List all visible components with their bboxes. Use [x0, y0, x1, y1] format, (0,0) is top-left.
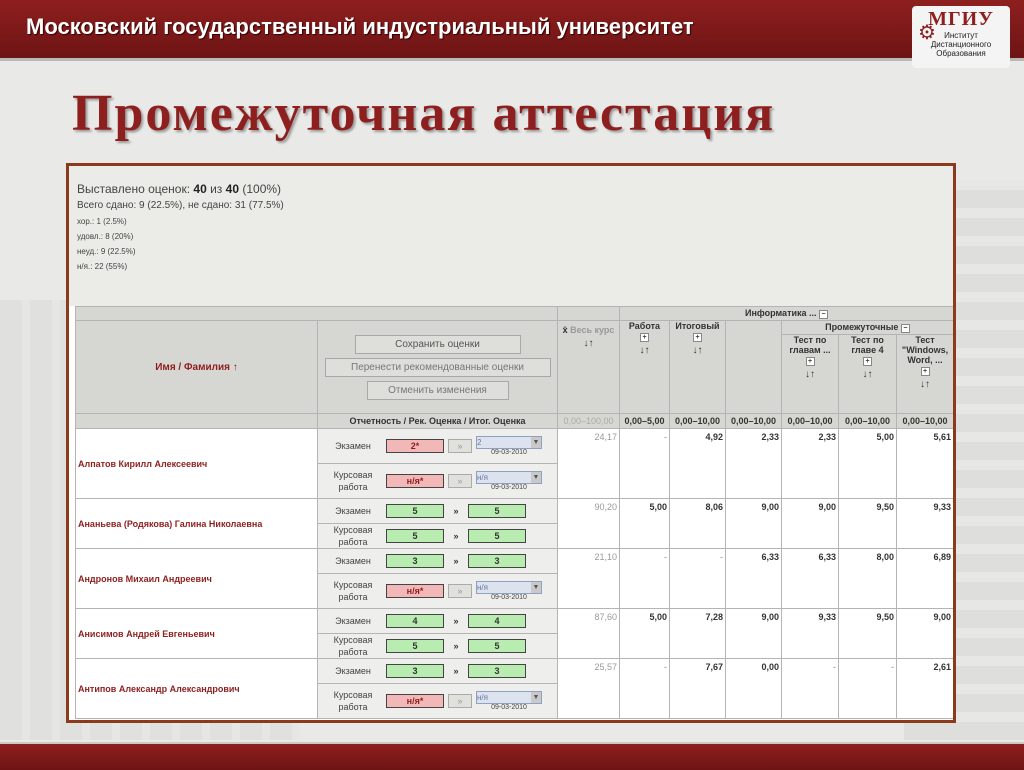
course-label: Курсовая работа — [333, 525, 373, 547]
exam-label: Экзамен — [335, 616, 371, 626]
score-work: - — [620, 429, 670, 499]
score-c4: 9,00 — [726, 609, 782, 659]
score-final_score: 4,92 — [670, 429, 726, 499]
chevron-down-icon[interactable]: ▼ — [532, 474, 540, 481]
mgiu-logo — [912, 6, 1010, 68]
table-row — [76, 659, 954, 684]
course-label: Курсовая работа — [333, 580, 373, 602]
range-final: 0,00–10,00 — [670, 414, 726, 429]
gradebook-panel — [66, 163, 956, 723]
intermediate-group-header[interactable]: Промежуточные − — [782, 321, 954, 335]
score-work: 5,00 — [620, 609, 670, 659]
test3-column-header[interactable]: Тест "Windows, Word, ... + ↓↑ — [897, 335, 954, 414]
course-recommended-grade: н/я* — [386, 694, 444, 708]
subject-header[interactable]: Информатика ... − — [620, 307, 954, 321]
range-work: 0,00–5,00 — [620, 414, 670, 429]
score-final_score: - — [670, 549, 726, 609]
student-name: Анисимов Андрей Евгеньевич — [76, 609, 318, 659]
score-avg: 87,60 — [558, 609, 620, 659]
work-column-header[interactable]: Работа + ↓↑ — [620, 321, 670, 414]
sort-icon[interactable]: ↓↑ — [805, 369, 815, 380]
exam-cell — [318, 499, 558, 524]
sort-up-icon[interactable]: ↑ — [232, 361, 238, 373]
cancel-changes-button[interactable]: Отменить изменения — [367, 381, 509, 400]
transfer-grade-button[interactable]: » — [448, 474, 472, 488]
score-work: - — [620, 659, 670, 719]
table-row — [76, 499, 954, 524]
logo-line-2: Дистанционного — [930, 40, 992, 49]
exam-final-grade[interactable]: 5 — [468, 504, 526, 518]
gear-icon: ⚙ — [918, 22, 936, 44]
student-name: Ананьева (Родякова) Галина Николаевна — [76, 499, 318, 549]
reporting-subheader: Отчетность / Рек. Оценка / Итог. Оценка — [318, 414, 558, 429]
course-cell — [318, 464, 558, 499]
expand-icon[interactable]: + — [863, 357, 872, 366]
exam-recommended-grade: 2* — [386, 439, 444, 453]
transfer-recommended-button[interactable]: Перенести рекомендованные оценки — [325, 358, 551, 377]
score-t1: 2,33 — [782, 429, 839, 499]
expand-icon[interactable]: + — [806, 357, 815, 366]
score-t2: 5,00 — [839, 429, 897, 499]
exam-recommended-grade: 3 — [386, 664, 444, 678]
score-t2: 9,50 — [839, 499, 897, 549]
expand-icon[interactable]: + — [640, 333, 649, 342]
stat-absent: н/я.: 22 (55%) — [77, 262, 128, 271]
exam-recommended-grade: 4 — [386, 614, 444, 628]
logo-mark: МГИУ — [928, 8, 994, 30]
score-final_score: 7,67 — [670, 659, 726, 719]
save-grades-button[interactable]: Сохранить оценки — [355, 335, 521, 354]
score-t1: 9,00 — [782, 499, 839, 549]
course-grade-select[interactable]: н/я ▼ 09-03-2010 — [476, 691, 542, 711]
course-grade-select[interactable]: н/я ▼ 09-03-2010 — [476, 471, 542, 491]
exam-final-grade[interactable]: 4 — [468, 614, 526, 628]
transfer-grade-button[interactable]: » — [448, 694, 472, 708]
transfer-grade-button[interactable]: » — [448, 439, 472, 453]
table-row — [76, 609, 954, 634]
pass-summary: Всего сдано: 9 (22.5%), не сдано: 31 (77.5%) — [77, 200, 284, 211]
score-t3: 9,00 — [897, 609, 954, 659]
exam-final-grade[interactable]: 3 — [468, 664, 526, 678]
bottom-banner — [0, 742, 1024, 770]
course-cell — [318, 684, 558, 719]
expand-icon[interactable]: + — [921, 367, 930, 376]
name-column-header[interactable]: Имя / Фамилия ↑ — [76, 321, 318, 414]
score-t3: 2,61 — [897, 659, 954, 719]
course-cell — [318, 634, 558, 659]
exam-label: Экзамен — [335, 666, 371, 676]
course-average-header[interactable]: x̄ Весь курс ↓↑ — [558, 321, 620, 414]
range-test2: 0,00–10,00 — [839, 414, 897, 429]
arrow-icon: » — [453, 666, 459, 676]
sort-icon[interactable]: ↓↑ — [692, 345, 703, 356]
score-c4: 0,00 — [726, 659, 782, 719]
score-c4: 2,33 — [726, 429, 782, 499]
final-column-header[interactable]: Итоговый + ↓↑ — [670, 321, 726, 414]
expand-icon[interactable]: + — [693, 333, 702, 342]
exam-cell — [318, 659, 558, 684]
score-c4: 6,33 — [726, 549, 782, 609]
sort-icon[interactable]: ↓↑ — [862, 369, 873, 380]
arrow-icon: » — [453, 616, 459, 626]
university-name: Московский государственный индустриальный университет — [26, 14, 694, 39]
score-t2: 8,00 — [839, 549, 897, 609]
exam-label: Экзамен — [335, 556, 371, 566]
chevron-down-icon[interactable]: ▼ — [532, 584, 540, 591]
grade-statistics — [69, 166, 953, 306]
arrow-icon: » — [453, 556, 459, 566]
score-t3: 5,61 — [897, 429, 954, 499]
score-t2: - — [839, 659, 897, 719]
score-final_score: 7,28 — [670, 609, 726, 659]
action-buttons — [318, 321, 558, 414]
score-avg: 21,10 — [558, 549, 620, 609]
score-final_score: 8,06 — [670, 499, 726, 549]
grades-table — [75, 306, 954, 719]
exam-cell — [318, 549, 558, 574]
test1-column-header[interactable]: Тест по главам ... + ↓↑ — [782, 335, 839, 414]
exam-final-grade[interactable]: 3 — [468, 554, 526, 568]
course-recommended-grade: 5 — [386, 529, 444, 543]
page-title: Промежуточная аттестация — [72, 85, 776, 142]
course-recommended-grade: н/я* — [386, 474, 444, 488]
top-banner — [0, 0, 1024, 61]
sort-icon[interactable]: ↓↑ — [639, 345, 650, 356]
score-t2: 9,50 — [839, 609, 897, 659]
course-label: Курсовая работа — [333, 470, 373, 492]
score-avg: 24,17 — [558, 429, 620, 499]
transfer-grade-button[interactable]: » — [448, 584, 472, 598]
student-name: Алпатов Кирилл Алексеевич — [76, 429, 318, 499]
course-final-grade[interactable]: 5 — [468, 639, 526, 653]
stat-satisfactory: удовл.: 8 (20%) — [77, 232, 134, 241]
score-work: 5,00 — [620, 499, 670, 549]
exam-recommended-grade: 5 — [386, 504, 444, 518]
score-t3: 9,33 — [897, 499, 954, 549]
exam-cell — [318, 429, 558, 464]
sort-icon[interactable]: ↓↑ — [920, 379, 931, 390]
mean-icon: x̄ — [562, 325, 568, 335]
stat-good: хор.: 1 (2.5%) — [77, 217, 127, 226]
table-row — [76, 549, 954, 574]
range-col4: 0,00–10,00 — [726, 414, 782, 429]
course-final-grade[interactable]: 5 — [468, 529, 526, 543]
arrow-icon: » — [453, 641, 459, 651]
logo-line-3: Образования — [936, 49, 986, 58]
course-cell — [318, 574, 558, 609]
range-avg: 0,00–100,00 — [558, 414, 620, 429]
chevron-down-icon[interactable]: ▼ — [532, 694, 540, 701]
course-recommended-grade: 5 — [386, 639, 444, 653]
logo-line-1: Институт — [944, 31, 978, 40]
score-work: - — [620, 549, 670, 609]
stat-fail: неуд.: 9 (22.5%) — [77, 247, 136, 256]
score-t1: 6,33 — [782, 549, 839, 609]
exam-label: Экзамен — [335, 441, 371, 451]
collapse-icon[interactable]: − — [901, 324, 910, 333]
student-name: Антипов Александр Александрович — [76, 659, 318, 719]
course-cell — [318, 524, 558, 549]
exam-cell — [318, 609, 558, 634]
sort-icon[interactable]: ↓↑ — [583, 338, 594, 349]
student-name: Андронов Михаил Андреевич — [76, 549, 318, 609]
score-t1: - — [782, 659, 839, 719]
exam-recommended-grade: 3 — [386, 554, 444, 568]
exam-label: Экзамен — [335, 506, 371, 516]
score-avg: 90,20 — [558, 499, 620, 549]
course-grade-select[interactable]: н/я ▼ 09-03-2010 — [476, 581, 542, 601]
arrow-icon: » — [453, 506, 459, 516]
course-label: Курсовая работа — [333, 690, 373, 712]
range-test3: 0,00–10,00 — [897, 414, 954, 429]
score-avg: 25,57 — [558, 659, 620, 719]
course-label: Курсовая работа — [333, 635, 373, 657]
marks-summary: Выставлено оценок: 40 из 40 (100%) — [77, 182, 282, 196]
course-recommended-grade: н/я* — [386, 584, 444, 598]
exam-grade-select[interactable]: 2 ▼ 09-03-2010 — [476, 436, 542, 456]
chevron-down-icon[interactable]: ▼ — [532, 439, 540, 446]
table-row — [76, 429, 954, 464]
collapse-icon[interactable]: − — [819, 310, 828, 319]
arrow-icon: » — [453, 531, 459, 541]
score-t1: 9,33 — [782, 609, 839, 659]
range-test1: 0,00–10,00 — [782, 414, 839, 429]
score-t3: 6,89 — [897, 549, 954, 609]
score-c4: 9,00 — [726, 499, 782, 549]
test2-column-header[interactable]: Тест по главе 4 + ↓↑ — [839, 335, 897, 414]
